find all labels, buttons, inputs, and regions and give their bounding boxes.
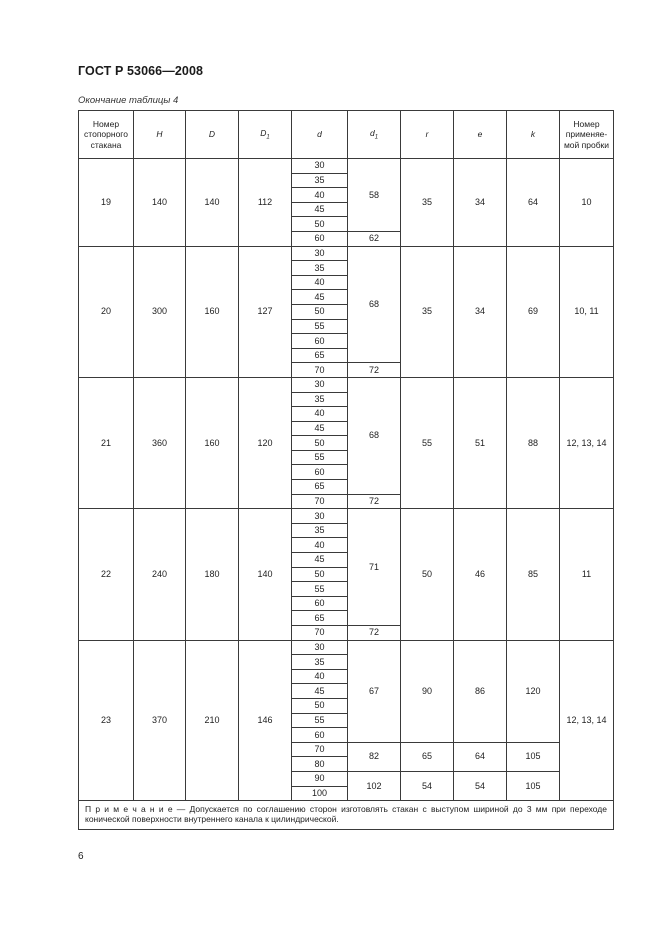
header-d: d <box>292 111 348 159</box>
cell-D1: 120 <box>239 377 292 508</box>
cell-d1: 72 <box>348 363 401 378</box>
cell-d: 50 <box>292 436 348 451</box>
cell-e: 86 <box>454 640 507 742</box>
cell-r: 65 <box>401 742 454 771</box>
cell-d1: 62 <box>348 231 401 246</box>
cell-r: 50 <box>401 509 454 640</box>
page-number: 6 <box>78 851 84 862</box>
cell-D1: 112 <box>239 159 292 247</box>
document-title: ГОСТ Р 53066—2008 <box>78 64 204 78</box>
cell-d1: 72 <box>348 626 401 641</box>
cell-d1: 68 <box>348 377 401 494</box>
cell-D1: 140 <box>239 509 292 640</box>
cell-d: 100 <box>292 786 348 801</box>
cell-d: 50 <box>292 698 348 713</box>
header-plug-number: Номер применяе-мой пробки <box>560 111 614 159</box>
cell-d: 30 <box>292 640 348 655</box>
cell-d: 40 <box>292 188 348 203</box>
cell-stopper-number: 22 <box>79 509 134 640</box>
cell-plug-number: 11 <box>560 509 614 640</box>
cell-d1: 71 <box>348 509 401 626</box>
cell-plug-number: 10, 11 <box>560 246 614 377</box>
cell-d: 70 <box>292 626 348 641</box>
cell-stopper-number: 23 <box>79 640 134 801</box>
cell-e: 64 <box>454 742 507 771</box>
cell-d: 60 <box>292 596 348 611</box>
cell-d1: 72 <box>348 494 401 509</box>
cell-H: 360 <box>134 377 186 508</box>
cell-d1: 58 <box>348 159 401 232</box>
cell-d: 55 <box>292 450 348 465</box>
cell-e: 34 <box>454 246 507 377</box>
cell-d: 60 <box>292 465 348 480</box>
header-e: e <box>454 111 507 159</box>
cell-d: 35 <box>292 523 348 538</box>
cell-H: 370 <box>134 640 186 801</box>
table-row <box>79 377 614 392</box>
cell-D: 160 <box>186 377 239 508</box>
header-k: k <box>507 111 560 159</box>
cell-d: 40 <box>292 669 348 684</box>
cell-e: 46 <box>454 509 507 640</box>
table-row <box>79 509 614 524</box>
cell-d: 70 <box>292 494 348 509</box>
cell-d: 35 <box>292 261 348 276</box>
cell-d: 30 <box>292 509 348 524</box>
cell-d1: 67 <box>348 640 401 742</box>
header-D: D <box>186 111 239 159</box>
cell-r: 90 <box>401 640 454 742</box>
header-D1: $D_1$ <box>239 111 292 159</box>
cell-d: 70 <box>292 742 348 757</box>
header-H: H <box>134 111 186 159</box>
cell-stopper-number: 19 <box>79 159 134 247</box>
cell-d: 55 <box>292 713 348 728</box>
cell-d: 50 <box>292 304 348 319</box>
cell-d1: 82 <box>348 742 401 771</box>
cell-k: 64 <box>507 159 560 247</box>
cell-r: 35 <box>401 159 454 247</box>
cell-d: 45 <box>292 202 348 217</box>
cell-stopper-number: 21 <box>79 377 134 508</box>
header-r: r <box>401 111 454 159</box>
cell-d: 50 <box>292 567 348 582</box>
cell-d: 70 <box>292 363 348 378</box>
cell-d: 40 <box>292 275 348 290</box>
cell-e: 54 <box>454 771 507 800</box>
cell-d: 45 <box>292 290 348 305</box>
cell-r: 35 <box>401 246 454 377</box>
table-note: П р и м е ч а н и е — Допускается по соглашению сторон изготовлять стакан с выступом шириной до 3 мм при переходе конической поверхности внутреннего канала к цилиндрической. <box>79 801 614 829</box>
cell-k: 85 <box>507 509 560 640</box>
cell-d: 90 <box>292 771 348 786</box>
cell-d: 35 <box>292 173 348 188</box>
cell-k: 120 <box>507 640 560 742</box>
cell-stopper-number: 20 <box>79 246 134 377</box>
cell-d: 40 <box>292 407 348 422</box>
header-d1: $d_1$ <box>348 111 401 159</box>
cell-k: 105 <box>507 742 560 771</box>
cell-k: 69 <box>507 246 560 377</box>
cell-d: 50 <box>292 217 348 232</box>
cell-d: 60 <box>292 334 348 349</box>
cell-D1: 146 <box>239 640 292 801</box>
table-row <box>79 640 614 655</box>
cell-plug-number: 12, 13, 14 <box>560 640 614 801</box>
cell-d: 60 <box>292 728 348 743</box>
table-caption: Окончание таблицы 4 <box>78 95 179 106</box>
cell-D: 210 <box>186 640 239 801</box>
cell-d: 35 <box>292 655 348 670</box>
cell-d: 65 <box>292 480 348 495</box>
header-stopper-number: Номер стопорного стакана <box>79 111 134 159</box>
cell-H: 240 <box>134 509 186 640</box>
cell-d: 30 <box>292 246 348 261</box>
cell-d: 45 <box>292 553 348 568</box>
cell-D: 140 <box>186 159 239 247</box>
cell-d1: 102 <box>348 771 401 800</box>
cell-D1: 127 <box>239 246 292 377</box>
table-row <box>79 159 614 174</box>
cell-H: 300 <box>134 246 186 377</box>
cell-d: 65 <box>292 611 348 626</box>
cell-d: 80 <box>292 757 348 772</box>
cell-plug-number: 12, 13, 14 <box>560 377 614 508</box>
cell-e: 51 <box>454 377 507 508</box>
note-row <box>79 801 614 829</box>
cell-d: 60 <box>292 231 348 246</box>
cell-d: 55 <box>292 582 348 597</box>
cell-D: 180 <box>186 509 239 640</box>
cell-e: 34 <box>454 159 507 247</box>
table-header-row <box>79 111 614 159</box>
cell-r: 54 <box>401 771 454 800</box>
cell-plug-number: 10 <box>560 159 614 247</box>
cell-k: 88 <box>507 377 560 508</box>
table-body <box>79 159 614 801</box>
cell-d: 30 <box>292 159 348 174</box>
cell-r: 55 <box>401 377 454 508</box>
cell-d1: 68 <box>348 246 401 363</box>
dimensions-table <box>78 110 614 830</box>
cell-d: 45 <box>292 684 348 699</box>
cell-d: 65 <box>292 348 348 363</box>
table-row <box>79 246 614 261</box>
cell-d: 35 <box>292 392 348 407</box>
cell-D: 160 <box>186 246 239 377</box>
cell-H: 140 <box>134 159 186 247</box>
cell-d: 30 <box>292 377 348 392</box>
cell-k: 105 <box>507 771 560 800</box>
cell-d: 40 <box>292 538 348 553</box>
cell-d: 45 <box>292 421 348 436</box>
cell-d: 55 <box>292 319 348 334</box>
